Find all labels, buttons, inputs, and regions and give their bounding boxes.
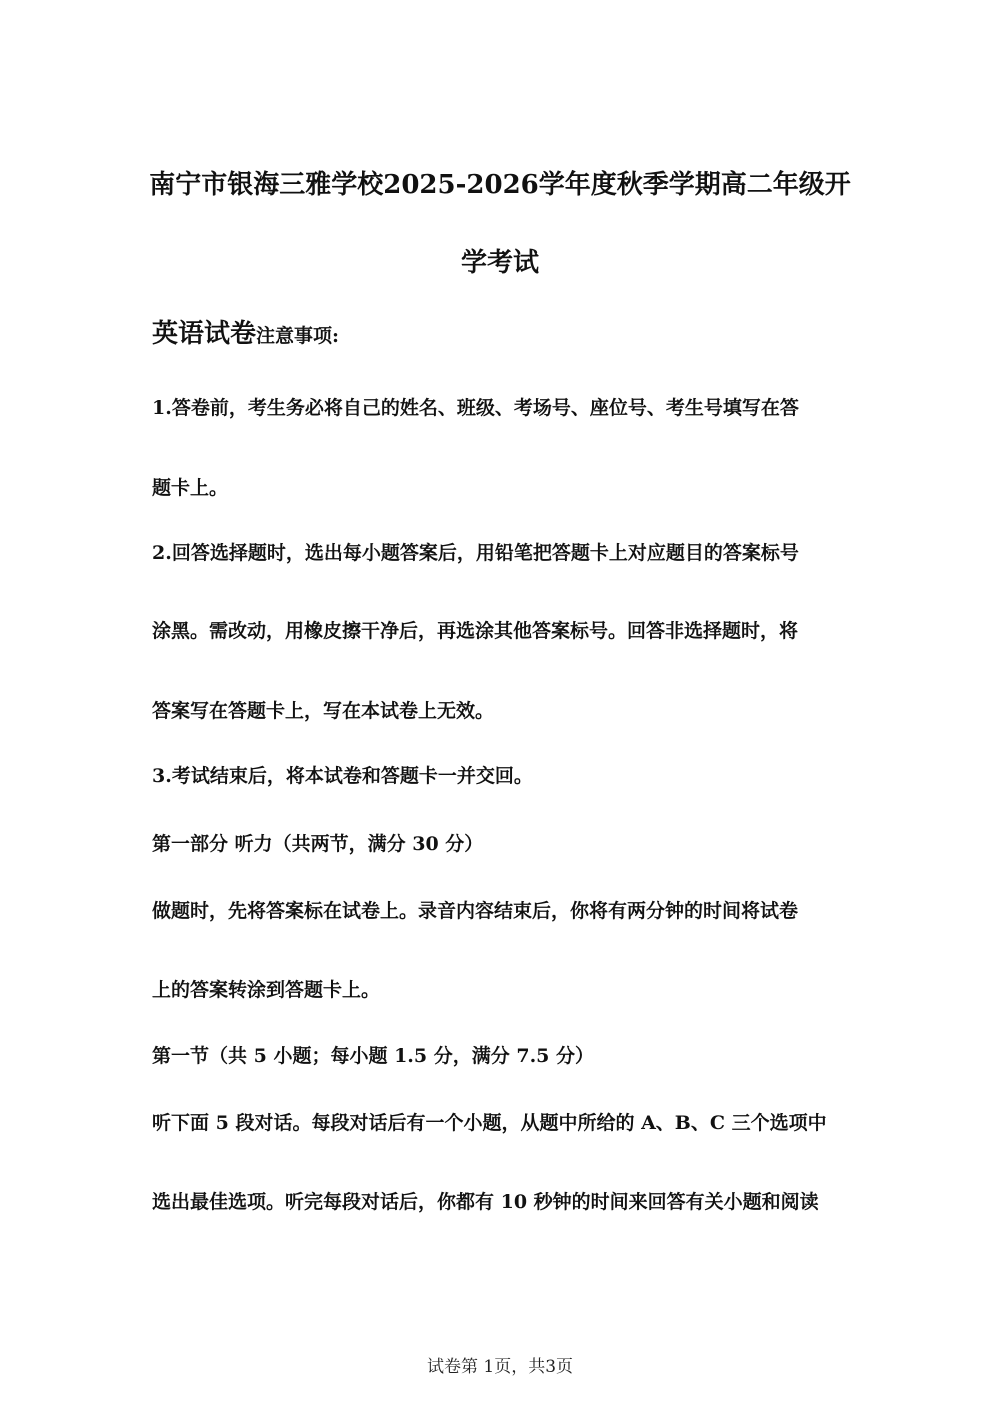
notice-item-1-line-2: 题卡上。 <box>152 477 229 499</box>
part-one-heading: 第一部分 听力（共两节，满分 30 分） <box>152 833 484 855</box>
section-one-instructions-line-2: 选出最佳选项。听完每段对话后，你都有 10 秒钟的时间来回答有关小题和阅读 <box>152 1191 819 1213</box>
subject-title: 英语试卷 <box>152 319 257 349</box>
notice-item-2-line-2: 涂黑。需改动，用橡皮擦干净后，再选涂其他答案标号。回答非选择题时，将 <box>152 620 799 642</box>
notice-item-2-line-1: 2.回答选择题时，选出每小题答案后，用铅笔把答题卡上对应题目的答案标号 <box>152 542 799 564</box>
part-one-instructions-line-1: 做题时，先将答案标在试卷上。录音内容结束后，你将有两分钟的时间将试卷 <box>152 900 799 922</box>
document-title-line-1: 南宁市银海三雅学校2025-2026学年度秋季学期高二年级开 <box>149 170 851 200</box>
section-one-instructions-line-1: 听下面 5 段对话。每段对话后有一个小题，从题中所给的 A、B、C 三个选项中 <box>152 1112 827 1134</box>
notice-item-1-line-1: 1.答卷前，考生务必将自己的姓名、班级、考场号、座位号、考生号填写在答 <box>152 397 799 419</box>
subject-heading-row <box>152 320 852 350</box>
document-title-line-2: 学考试 <box>460 248 539 278</box>
notice-heading: 注意事项: <box>256 325 340 347</box>
section-one-heading: 第一节（共 5 小题；每小题 1.5 分，满分 7.5 分） <box>152 1045 595 1067</box>
page-footer: 试卷第 1页，共3页 <box>426 1357 574 1377</box>
part-one-instructions-line-2: 上的答案转涂到答题卡上。 <box>152 979 381 1001</box>
notice-item-2-line-3: 答案写在答题卡上，写在本试卷上无效。 <box>152 700 495 722</box>
notice-item-3: 3.考试结束后，将本试卷和答题卡一并交回。 <box>152 765 533 787</box>
